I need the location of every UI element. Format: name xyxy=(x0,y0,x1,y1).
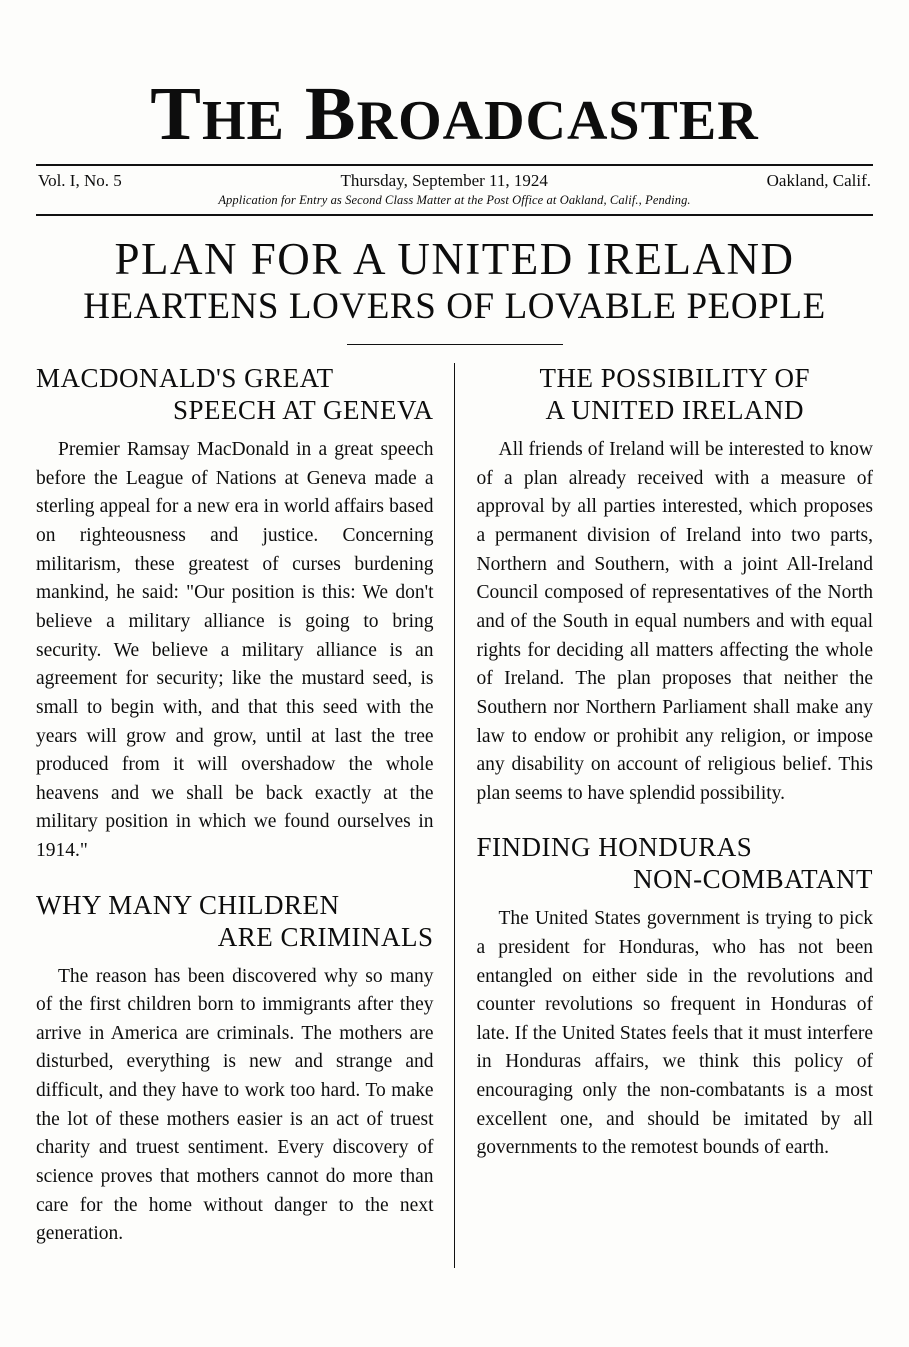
story-headline-macdonald xyxy=(36,363,434,427)
headline-divider-rule xyxy=(347,344,563,345)
story-headline-macdonald-line-2: SPEECH AT GENEVA xyxy=(172,395,434,426)
dateline-volume: Vol. I, No. 5 xyxy=(38,171,122,191)
story-headline-children-line-2: ARE CRIMINALS xyxy=(217,921,434,952)
story-headline-ireland-line-1: THE POSSIBILITY OF xyxy=(539,363,810,394)
masthead-title xyxy=(36,72,873,156)
story-body-macdonald xyxy=(36,436,434,866)
dateline-date: Thursday, September 11, 1924 xyxy=(340,171,548,191)
postal-entry-note: Application for Entry as Second Class Matter at the Post Office at Oakland, Calif., Pending. xyxy=(218,193,691,208)
dateline-place: Oakland, Calif. xyxy=(766,171,871,191)
story-paragraph: All friends of Ireland will be interested to know of a plan already received with a measure of approval by all parties interested, which proposes a permanent division of Ireland into two parts, Northern and Southern, with a joint All-Ireland Council composed of representatives of the North and of the South in equal numbers and with equal rights for deciding all matters affecting the whole of Ireland. The plan proposes that neither the Southern nor Northern Parliament shall make any law to endow or prohibit any religion, or impose any disability on account of religious belief. This plan seems to have splendid possibility. xyxy=(476,438,873,804)
story-headline-children xyxy=(36,890,434,954)
story-paragraph: The United States government is trying to pick a president for Honduras, who has not been entangled on either side in the revolutions and counter revolutions so frequent in Honduras of late. If the United States feels that it must interfere in Honduras affairs, we think this policy of encouraging only the non-combatants is a most excellent one, and should be imitated by all governments to the remotest bounds of earth. xyxy=(476,908,873,1159)
dateline xyxy=(36,166,873,191)
main-headline xyxy=(36,234,873,328)
article-columns xyxy=(36,363,873,1268)
headline-line-2: HEARTENS LOVERS OF LOVABLE PEOPLE xyxy=(83,285,826,327)
dateline-rule xyxy=(36,214,873,216)
story-headline-ireland xyxy=(477,363,874,427)
story-paragraph: Premier Ramsay MacDonald in a great speech before the League of Nations at Geneva made a sterling appeal for a new era in world affairs based on righteousness and justice. Concerning militarism, these greatest of curses burdening mankind, he said: "Our position is this: We don't believe a military alliance is going to bring security. We believe a military alliance is an agreement for security; like the mustard seed, is small to begin with, and that this seed with the years will grow and grow, until at last the tree produced from it will overshadow the whole heavens and we shall be back exactly at the military position in which we found ourselves in 1914." xyxy=(36,438,434,862)
story-body-ireland xyxy=(477,436,874,809)
story-headline-ireland-line-2: A UNITED IRELAND xyxy=(545,395,804,426)
story-headline-honduras xyxy=(477,832,874,896)
masthead-title-main: BROADCASTER xyxy=(304,72,759,156)
story-paragraph: The reason has been discovered why so many of the first children born to immigrants after they arrive in America are criminals. The mothers are disturbed, everything is new and strange and difficult, and they have to work too hard. To make the lot of these mothers easier is an act of truest charity and truest sentiment. Every discovery of science proves that mothers cannot do more than care for the home without danger to the next generation. xyxy=(36,965,434,1245)
headline-line-1: PLAN FOR A UNITED IRELAND xyxy=(114,234,795,285)
story-headline-children-line-1: WHY MANY CHILDREN xyxy=(36,889,340,920)
story-headline-honduras-line-1: FINDING HONDURAS xyxy=(476,832,753,863)
story-body-children xyxy=(36,963,434,1250)
masthead xyxy=(36,0,873,166)
right-column xyxy=(455,363,874,1268)
story-headline-honduras-line-2: NON-COMBATANT xyxy=(633,864,873,895)
left-column xyxy=(36,363,455,1268)
story-headline-macdonald-line-1: MACDONALD'S GREAT xyxy=(36,363,334,394)
story-body-honduras xyxy=(477,905,874,1163)
masthead-title-the: THE xyxy=(150,72,285,156)
